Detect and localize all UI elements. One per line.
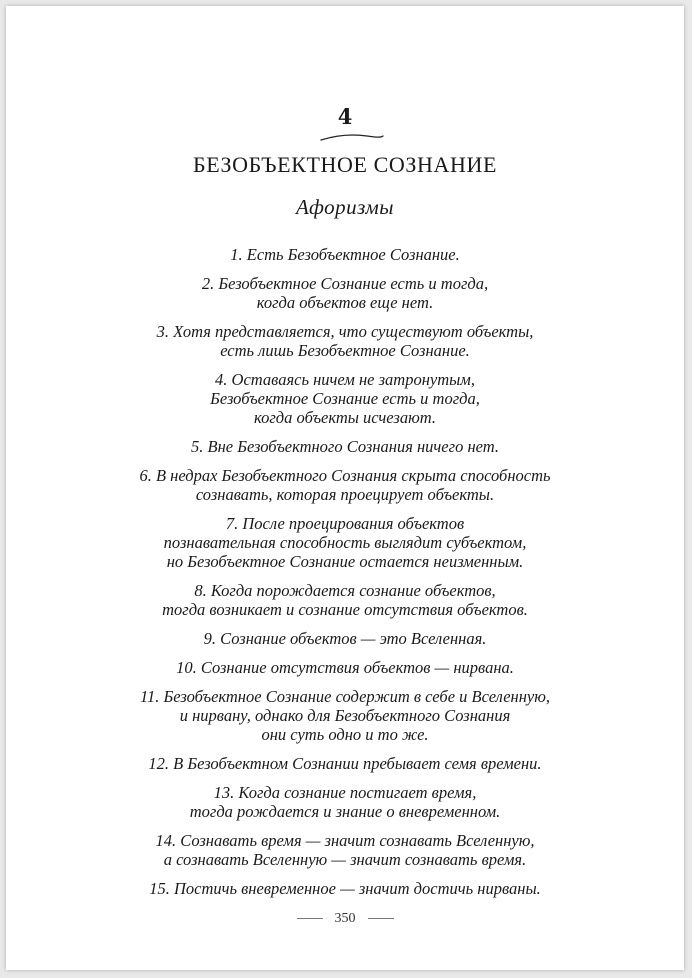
footer-rule-right [368, 918, 394, 919]
aphorism-line: 11. Безобъектное Сознание содержит в себе и Вселенную, [140, 687, 550, 706]
aphorism-line: познавательная способность выглядит субъектом, [163, 533, 527, 552]
aphorism-line: 12. В Безобъектном Сознании пребывает семя времени. [148, 754, 542, 773]
aphorism-line: 5. Вне Безобъектного Сознания ничего нет. [191, 437, 499, 456]
aphorism-item [6, 629, 684, 648]
aphorism-item [6, 274, 684, 312]
aphorism-line: и нирвану, однако для Безобъектного Сознания [179, 706, 511, 725]
aphorism-item [6, 514, 684, 571]
aphorism-item [6, 322, 684, 360]
aphorism-line: но Безобъектное Сознание остается неизменным. [166, 552, 524, 571]
aphorism-item [6, 879, 684, 898]
aphorism-line: а сознавать Вселенную — значит сознавать время. [163, 850, 527, 869]
aphorism-line: тогда рождается и знание о вневременном. [189, 802, 501, 821]
aphorism-item [6, 754, 684, 773]
aphorism-line: есть лишь Безобъектное Сознание. [220, 341, 470, 360]
footer-rule-left [297, 918, 323, 919]
aphorism-line: когда объектов еще нет. [256, 293, 434, 312]
ornament-divider-icon [319, 133, 385, 143]
aphorism-line: 10. Сознание отсутствия объектов — нирвана. [176, 658, 514, 677]
aphorism-line: Безобъектное Сознание есть и тогда, [210, 389, 480, 408]
chapter-title: БЕЗОБЪЕКТНОЕ СОЗНАНИЕ [192, 152, 497, 177]
aphorism-line: 7. После проецирования объектов [225, 514, 465, 533]
aphorism-line: 3. Хотя представляется, что существуют объекты, [156, 322, 534, 341]
aphorism-item [6, 581, 684, 619]
aphorism-line: 13. Когда сознание постигает время, [213, 783, 477, 802]
aphorism-item [6, 466, 684, 504]
aphorism-line: 9. Сознание объектов — это Вселенная. [203, 629, 487, 648]
aphorism-line: 8. Когда порождается сознание объектов, [194, 581, 496, 600]
chapter-subtitle: Афоризмы [296, 195, 394, 219]
aphorism-line: 4. Оставаясь ничем не затронутым, [215, 370, 475, 389]
aphorism-item [6, 658, 684, 677]
chapter-number: 4 [337, 104, 353, 129]
aphorism-line: они суть одно и то же. [261, 725, 429, 744]
page-number: 350 [334, 911, 356, 926]
aphorism-line: когда объекты исчезают. [254, 408, 436, 427]
aphorism-item [6, 687, 684, 744]
aphorism-line: тогда возникает и сознание отсутствия объектов. [162, 600, 528, 619]
aphorism-line: 15. Постичь вневременное — значит достичь нирваны. [149, 879, 541, 898]
aphorism-line: 2. Безобъектное Сознание есть и тогда, [201, 274, 489, 293]
page-footer [6, 911, 684, 927]
aphorism-item [6, 831, 684, 869]
book-page [6, 6, 684, 970]
aphorism-item [6, 245, 684, 264]
aphorism-item [6, 370, 684, 427]
aphorism-list [6, 245, 684, 908]
aphorism-line: сознавать, которая проецирует объекты. [195, 485, 495, 504]
aphorism-line: 6. В недрах Безобъектного Сознания скрыта способность [139, 466, 551, 485]
aphorism-line: 1. Есть Безобъектное Сознание. [230, 245, 460, 264]
aphorism-item [6, 437, 684, 456]
aphorism-item [6, 783, 684, 821]
aphorism-line: 14. Сознавать время — значит сознавать Вселенную, [155, 831, 535, 850]
